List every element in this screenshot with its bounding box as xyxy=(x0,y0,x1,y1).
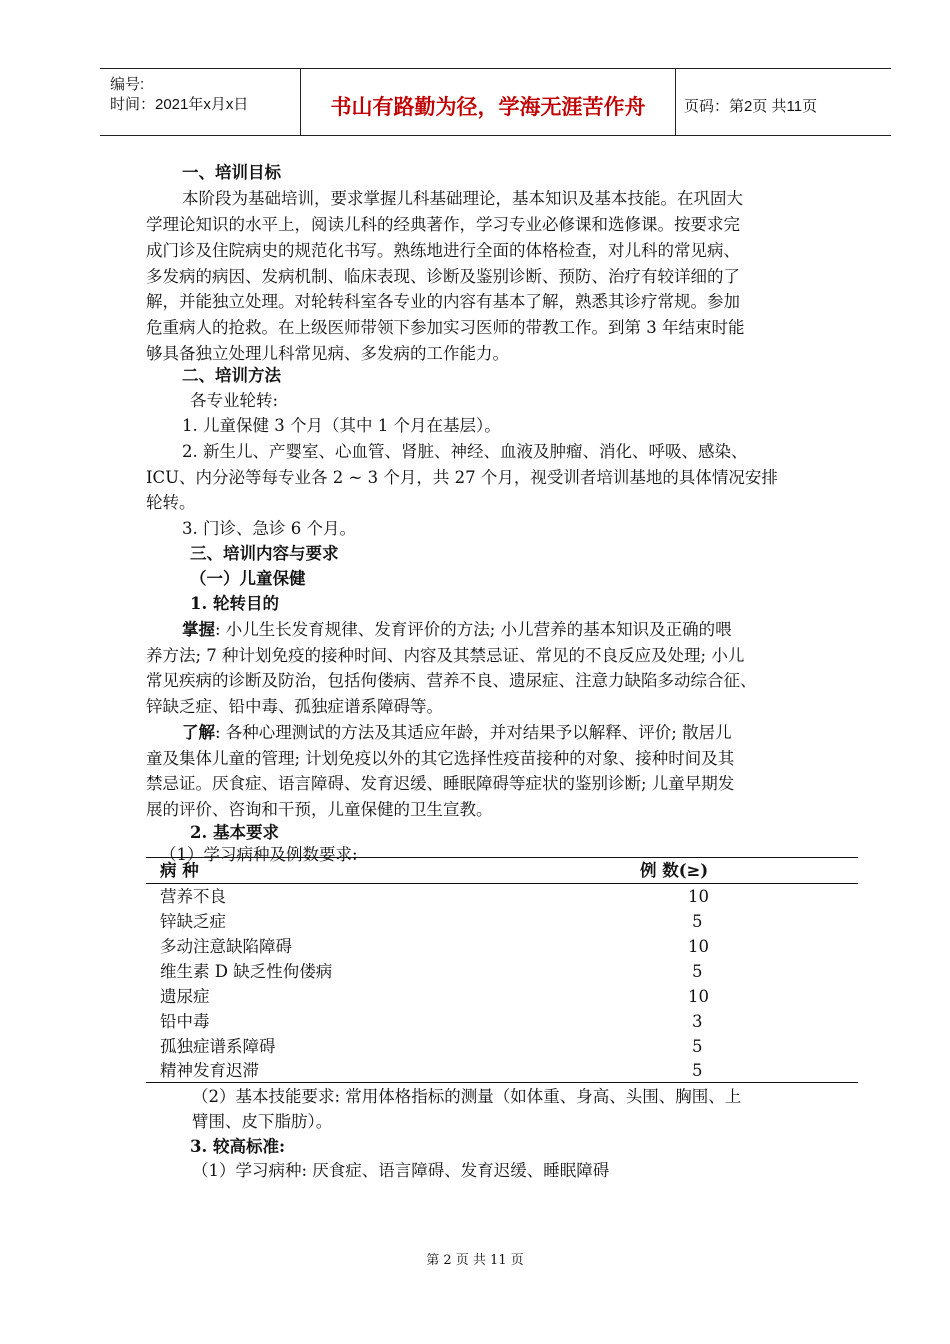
table-cell-count: 10 xyxy=(688,987,709,1006)
table-head-rule xyxy=(146,883,858,884)
list-item: ICU、内分泌等每专业各 2 ~ 3 个月，共 27 个月，视受训者培训基地的具体情况安排 xyxy=(146,468,778,487)
know-text: : 各种心理测试的方法及其适应年龄，并对结果予以解释、评价; 散居儿 xyxy=(215,723,732,742)
header-motto-cell xyxy=(301,69,676,135)
motto: 书山有路勤为径，学海无涯苦作舟 xyxy=(330,95,646,119)
list-item: 2. 新生儿、产婴室、心血管、肾脏、神经、血液及肿瘤、消化、呼吸、感染、 xyxy=(182,442,748,461)
table-cell-disease: 铅中毒 xyxy=(160,1012,210,1031)
master-label: 掌握 xyxy=(182,620,215,639)
table-cell-disease: 多动注意缺陷障碍 xyxy=(160,937,292,956)
time-label: 时间：2021年x月x日 xyxy=(110,96,249,113)
table-cell-count: 10 xyxy=(688,937,709,956)
paragraph-line: 成门诊及住院病史的规范化书写。熟练地进行全面的体格检查，对儿科的常见病、 xyxy=(146,241,740,260)
paragraph-line: 锌缺乏症、铅中毒、孤独症谱系障碍等。 xyxy=(146,697,443,716)
paragraph-line xyxy=(182,723,732,743)
table-cell-count: 10 xyxy=(688,887,709,906)
table-header-disease: 病 种 xyxy=(160,861,199,880)
table-cell-disease: 精神发育迟滞 xyxy=(160,1061,259,1080)
table-cell-count: 5 xyxy=(692,962,703,981)
paragraph-line: 展的评价、咨询和干预，儿童保健的卫生宣教。 xyxy=(146,800,493,819)
paragraph-line: 常见疾病的诊断及防治，包括佝偻病、营养不良、遗尿症、注意力缺陷多动综合征、 xyxy=(146,671,757,690)
list-item: 3. 门诊、急诊 6 个月。 xyxy=(182,519,356,538)
master-text: : 小儿生长发育规律、发育评价的方法; 小儿营养的基本知识及正确的喂 xyxy=(215,620,732,639)
table-caption: （1）学习病种及例数要求: xyxy=(160,845,358,864)
table-cell-count: 5 xyxy=(692,912,703,931)
paragraph-line: 禁忌证。厌食症、语言障碍、发育迟缓、睡眠障碍等症状的鉴别诊断; 儿童早期发 xyxy=(146,774,735,793)
know-label: 了解 xyxy=(182,723,215,742)
subsection-title: 2. 基本要求 xyxy=(190,823,279,842)
table-header-count: 例 数(≥) xyxy=(640,861,709,880)
paragraph-line: 危重病人的抢救。在上级医师带领下参加实习医师的带教工作。到第 3 年结束时能 xyxy=(146,318,745,337)
table-cell-disease: 营养不良 xyxy=(160,887,226,906)
table-cell-disease: 孤独症谱系障碍 xyxy=(160,1037,276,1056)
header-right-cell xyxy=(676,69,891,135)
paragraph-line: 学理论知识的水平上，阅读儿科的经典著作，学习专业必修课和选修课。按要求完 xyxy=(146,215,740,234)
paragraph-line: 养方法; 7 种计划免疫的接种时间、内容及其禁忌证、常见的不良反应及处理; 小儿 xyxy=(146,646,745,665)
paragraph-line: 童及集体儿童的管理; 计划免疫以外的其它选择性疫苗接种的对象、接种时间及其 xyxy=(146,749,735,768)
list-item: 1. 儿童保健 3 个月（其中 1 个月在基层）。 xyxy=(182,416,501,435)
table-cell-count: 5 xyxy=(692,1037,703,1056)
paragraph-line: （2）基本技能要求: 常用体格指标的测量（如体重、身高、头围、胸围、上 xyxy=(192,1087,742,1106)
paragraph-line: 臂围、皮下脂肪）。 xyxy=(192,1112,333,1131)
page-info: 页码：第2页 共11页 xyxy=(684,98,818,115)
table-top-rule xyxy=(146,857,858,858)
table-cell-count: 3 xyxy=(692,1012,703,1031)
section-title-goals: 一、培训目标 xyxy=(182,163,281,182)
subsection-title: 1. 轮转目的 xyxy=(190,594,279,613)
header-left-cell xyxy=(100,69,301,135)
page-header xyxy=(100,68,891,136)
section-title-content: 三、培训内容与要求 xyxy=(190,544,339,563)
paragraph-line: 解，并能独立处理。对轮转科室各专业的内容有基本了解，熟悉其诊疗常规。参加 xyxy=(146,292,740,311)
paragraph-line: 够具备独立处理儿科常见病、多发病的工作能力。 xyxy=(146,344,509,363)
table-cell-disease: 遗尿症 xyxy=(160,987,210,1006)
paragraph-line xyxy=(182,620,732,640)
table-cell-count: 5 xyxy=(692,1061,703,1080)
table-bottom-rule xyxy=(146,1082,858,1083)
paragraph-line: 本阶段为基础培训，要求掌握儿科基础理论，基本知识及基本技能。在巩固大 xyxy=(182,189,743,208)
table-cell-disease: 维生素 D 缺乏性佝偻病 xyxy=(160,962,333,981)
page-footer: 第 2 页 共 11 页 xyxy=(426,1253,524,1268)
list-item: 轮转。 xyxy=(146,493,196,512)
subsection-title: 3. 较高标准: xyxy=(190,1137,286,1156)
number-label: 编号: xyxy=(110,76,145,93)
paragraph-line: 各专业轮转: xyxy=(190,391,279,410)
section-title-methods: 二、培训方法 xyxy=(182,366,281,385)
paragraph-line: （1）学习病种: 厌食症、语言障碍、发育迟缓、睡眠障碍 xyxy=(192,1161,610,1180)
table-cell-disease: 锌缺乏症 xyxy=(160,912,226,931)
subsection-title: （一）儿童保健 xyxy=(190,569,306,588)
paragraph-line: 多发病的病因、发病机制、临床表现、诊断及鉴别诊断、预防、治疗有较详细的了 xyxy=(146,267,740,286)
